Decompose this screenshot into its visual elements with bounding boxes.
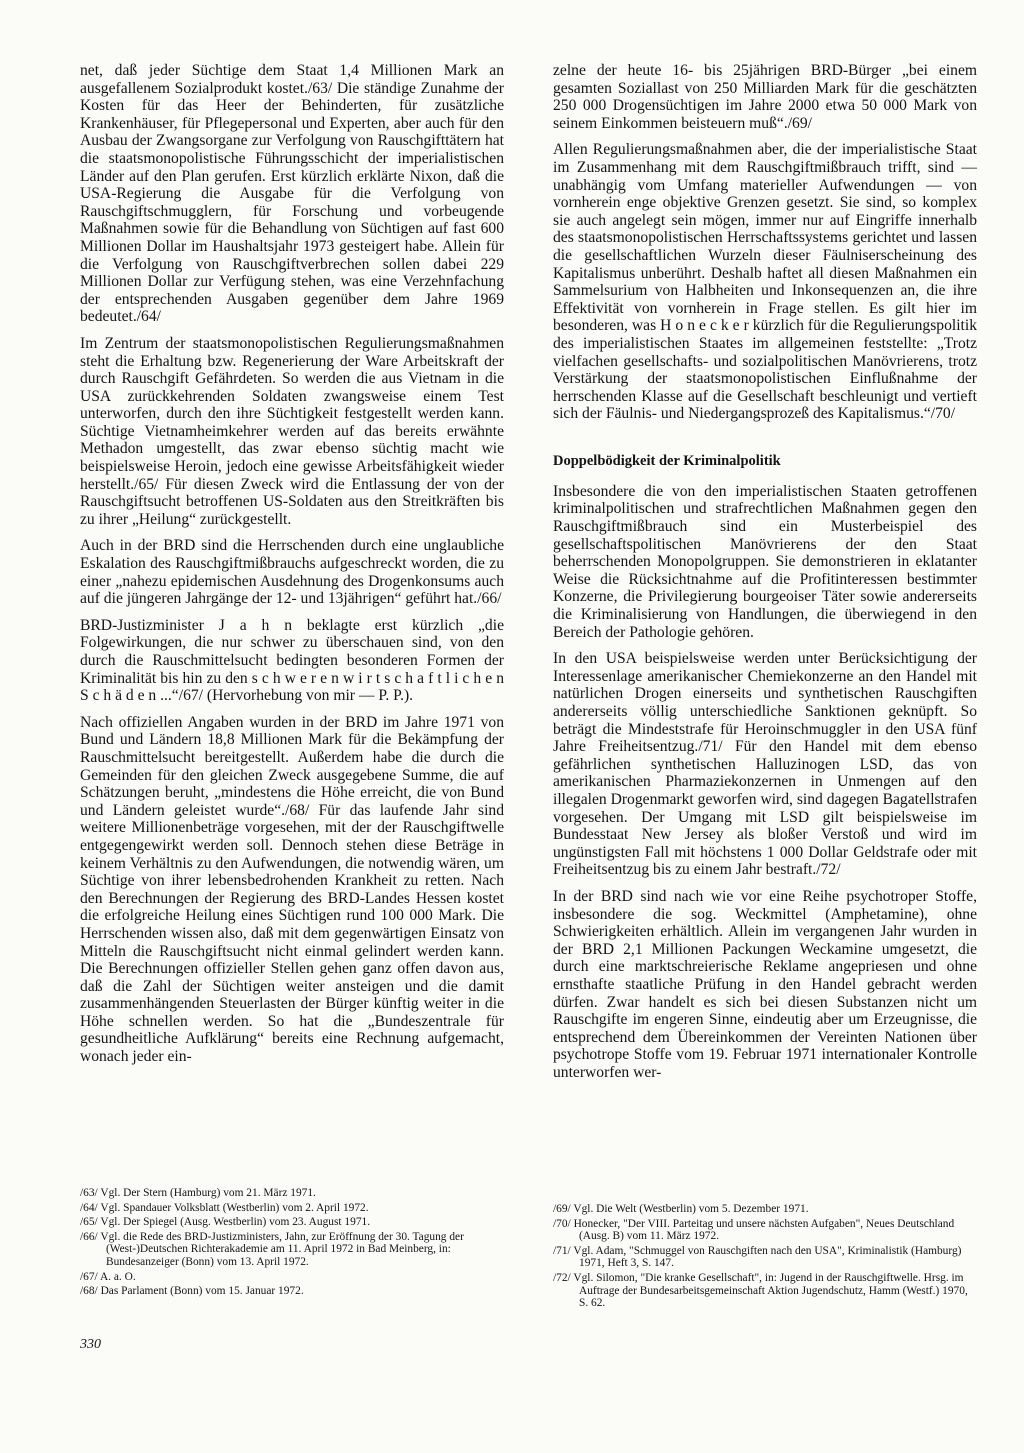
body-paragraph: Insbesondere die von den imperialistischen Staaten getroffenen kriminalpolitischen und strafrechtlichen Maßnahmen gegen den Rauschgiftmißbrauch sind ein Musterbeispiel des gesellschaftspolitischen Manövrierens der den Staat beherrschenden Monopolgruppen. Sie demonstrieren in eklatanter Weise die Rücksichtnahme auf die Profitinteressen bestimmter Konzerne, die Privilegierung bourgeoiser Täter sowie andererseits die Kriminalisierung von Handlungen, die überwiegend in den Bereich der Pathologie gehören. [553, 482, 977, 641]
section-heading: Doppelbödigkeit der Kriminalpolitik [553, 452, 781, 469]
footnote: /71/ Vgl. Adam, "Schmuggel von Rauschgiften nach den USA", Kriminalistik (Hamburg) 1971, Heft 3, S. 147. [553, 1244, 962, 1270]
footnotes-right [553, 1203, 977, 1312]
footnote: /67/ A. a. O. [80, 1270, 136, 1283]
page-number: 330 [80, 1337, 101, 1352]
body-paragraph: Allen Regulierungsmaßnahmen aber, die der imperialistische Staat im Zusammenhang mit dem Rauschgiftmißbrauch trifft, sind — unabhängig vom Umfang materieller Aufwendungen — von vornherein enge objektive Grenzen gesetzt. Sie sind, so komplex sie auch angelegt sein mögen, immer nur auf Eingriffe innerhalb des staatsmonopolistischen Herrschaftssystems gerichtet und lassen die gesellschaftlichen Wurzeln dieser Fäulniserscheinung des Kapitalismus unberührt. Deshalb haftet all diesen Maßnahmen ein Sammelsurium von Halbheiten und Inkonsequenzen an, die ihre Effektivität von vornherein in Frage stellen. Es gilt hier im besonderen, was H o n e c k e r kürzlich für die Regulierungspolitik des imperialistischen Staates im allgemeinen feststellte: „Trotz vielfachen gesellschafts- und sozialpolitischen Manövrierens, trotz Verstärkung der staatsmonopolistischen Einflußnahme der herrschenden Klasse auf die Gesellschaft beschleunigt und vertieft sich der Fäulnis- und Niedergangsprozeß des Kapitalismus.“/70/ [553, 141, 977, 423]
footnote: /64/ Vgl. Spandauer Volksblatt (Westberlin) vom 2. April 1972. [80, 1201, 369, 1214]
body-paragraph: Im Zentrum der staatsmonopolistischen Regulierungsmaßnahmen steht die Erhaltung bzw. Regenerierung der Ware Arbeitskraft der durch Rauschgift Gefährdeten. So werden die aus Vietnam in die USA zurückkehrenden Soldaten zwangsweise einem Test unterworfen, durch den ihre Süchtigkeit festgestellt werden kann. Süchtige Vietnamheimkehrer werden auf das bereits erwähnte Methadon umgestellt, das zwar ebenso süchtig macht wie beispielsweise Heroin, jedoch eine gewisse Arbeitsfähigkeit wieder herstellt./65/ Für diesen Zweck wird die Entlassung der von der Rauschgiftsucht betroffenen US-Soldaten aus den Streitkräften bis zu ihrer „Heilung“ zurückgestellt. [80, 334, 504, 528]
body-paragraph: Nach offiziellen Angaben wurden in der BRD im Jahre 1971 von Bund und Ländern 18,8 Millionen Mark für die Bekämpfung der Rauschmittelsucht bereitgestellt. Außerdem habe die durch die Gemeinden für den gleichen Zweck ausgegebene Summe, die auf Schätzungen beruht, „mindestens die Höhe erreicht, die von Bund und Ländern geleistet wurde“./68/ Für das laufende Jahr sind weitere Millionenbeträge vorgesehen, mit der der Rauschgiftwelle entgegengewirkt werden soll. Dennoch stehen diese Beträge in keinem Verhältnis zu den Aufwendungen, die notwendig wären, um Süchtige von ihrer lebensbedrohenden Krankheit zu retten. Nach den Berechnungen der Regierung des BRD-Landes Hessen kostet die erfolgreiche Heilung eines Süchtigen rund 100 000 Mark. Die Herrschenden wissen also, daß mit dem gegenwärtigen Einsatz von Mitteln die Rauschgiftsucht nicht einmal gelindert werden kann. Die Berechnungen offizieller Stellen gehen ganz offen davon aus, daß die Zahl der Süchtigen weiter ansteigen und die damit zusammenhängenden Steuerlasten der Bürger künftig weiter in die Höhe schnellen werden. So hat die „Bundeszentrale für gesundheitliche Aufklärung“ bereits eine Rechnung aufgemacht, wonach jeder ein- [80, 713, 504, 1066]
body-paragraph: In der BRD sind nach wie vor eine Reihe psychotroper Stoffe, insbesondere die sog. Weckmittel (Amphetamine), ohne Schwierigkeiten erhältlich. Allein im vergangenen Jahr wurden in der BRD 2,1 Millionen Packungen Weckamine umgesetzt, die durch eine marktschreierische Reklame angepriesen und ohne ernsthafte staatliche Prüfung in den Handel gebracht werden dürfen. Zwar handelt es sich bei diesen Substanzen nicht um Rauschgifte im engeren Sinne, eindeutig aber um Erzeugnisse, die entsprechend dem Übereinkommen der Vereinten Nationen über psychotrope Stoffe vom 19. Februar 1971 internationaler Kontrolle unterworfen wer- [553, 887, 977, 1081]
footnote: /66/ Vgl. die Rede des BRD-Justizministers, Jahn, zur Eröffnung der 30. Tagung der (West-)Deutschen Richterakademie am 11. April 1972 in Bad Meinberg, in: Bundesanzeiger (Bonn) vom 13. April 1972. [80, 1230, 464, 1268]
footnote: /72/ Vgl. Silomon, "Die kranke Gesellschaft", in: Jugend in der Rauschgiftwelle. Hrsg. im Auftrage der Bundesarbeitsgemeinschaft Aktion Jugendschutz, Hamm (Westf.) 1970, S. 62. [553, 1271, 968, 1310]
footnote: /69/ Vgl. Die Welt (Westberlin) vom 5. Dezember 1971. [553, 1203, 809, 1215]
body-paragraph: Auch in der BRD sind die Herrschenden durch eine unglaubliche Eskalation des Rauschgiftmißbrauchs aufgeschreckt worden, die zu einer „nahezu epidemischen Ausdehnung des Drogenkonsums auch auf die jüngeren Jahrgänge der 12- und 13jährigen“ geführt hat./66/ [80, 537, 504, 608]
body-paragraph: BRD-Justizminister J a h n beklagte erst kürzlich „die Folgewirkungen, die nur schwer zu überschauen sind, von den durch die Rauschmittelsucht bedingten besonderen Formen der Kriminalität bis hin zu den s c h w e r e n w i r t s c h a f t l i c h e n S c h ä d e n ...“/67/ (Hervorhebung von mir — P. P.). [80, 616, 504, 705]
footnotes-left [80, 1187, 504, 1300]
left-column [80, 62, 504, 1075]
body-paragraph: zelne der heute 16- bis 25jährigen BRD-Bürger „bei einem gesamten Soziallast von 250 Milliarden Mark für die geschätzten 250 000 Drogensüchtigen im Jahre 2000 etwa 50 000 Mark von seinem Einkommen beisteuern muß“./69/ [553, 62, 977, 132]
right-column [553, 62, 977, 1090]
footnote: /68/ Das Parlament (Bonn) vom 15. Januar 1972. [80, 1285, 304, 1298]
footnote: /65/ Vgl. Der Spiegel (Ausg. Westberlin) vom 23. August 1971. [80, 1216, 371, 1229]
footnote: /63/ Vgl. Der Stern (Hamburg) vom 21. März 1971. [80, 1187, 316, 1199]
body-paragraph: net, daß jeder Süchtige dem Staat 1,4 Millionen Mark an ausgefallenem Sozialprodukt kostet./63/ Die ständige Zunahme der Kosten für das Heer der Behinderten, für zusätzliche Krankenhäuser, für Pflegepersonal und Experten, aber auch für den Ausbau der Zwangsorgane zur Verfolgung von Rauschgifttätern hat die staatsmonopolistische Führungsschicht der imperialistischen Länder auf den Plan gerufen. Erst kürzlich erklärte Nixon, daß die USA-Regierung die Ausgabe für die Verfolgung von Rauschgiftschmugglern, für Forschung und vorbeugende Maßnahmen sowie für die Behandlung von Süchtigen auf fast 600 Millionen Dollar im Haushaltsjahr 1973 gesteigert habe. Allein für die Verfolgung von Rauschgiftverbrechen sollen dabei 229 Millionen Dollar zur Verfügung stehen, was eine Verzehnfachung der entsprechenden Ausgaben gegenüber dem Jahre 1969 bedeutet./64/ [80, 62, 504, 326]
body-paragraph: In den USA beispielsweise werden unter Berücksichtigung der Interessenlage amerikanischer Chemiekonzerne an den Handel mit natürlichen Drogen einerseits und synthetischen Rauschgiften andererseits völlig unterschiedliche Sanktionen geknüpft. So beträgt die Mindeststrafe für Heroinschmuggler in den USA fünf Jahre Freiheitsentzug./71/ Für den Handel mit dem ebenso gefährlichen synthetischen Halluzinogen LSD, das von amerikanischen Pharmaziekonzernen in Unmengen auf den illegalen Drogenmarkt geworfen wird, sind dagegen Bagatellstrafen vorgesehen. Der Umgang mit LSD gilt beispielsweise im Bundesstaat New Jersey als bloßer Verstoß und wird im ungünstigsten Fall mit höchstens 1 000 Dollar Geldstrafe oder mit Freiheitsentzug bis zu einem Jahr bestraft./72/ [553, 650, 977, 879]
footnote: /70/ Honecker, "Der VIII. Parteitag und unsere nächsten Aufgaben", Neues Deutschland (Ausg. B) vom 11. März 1972. [553, 1217, 955, 1243]
